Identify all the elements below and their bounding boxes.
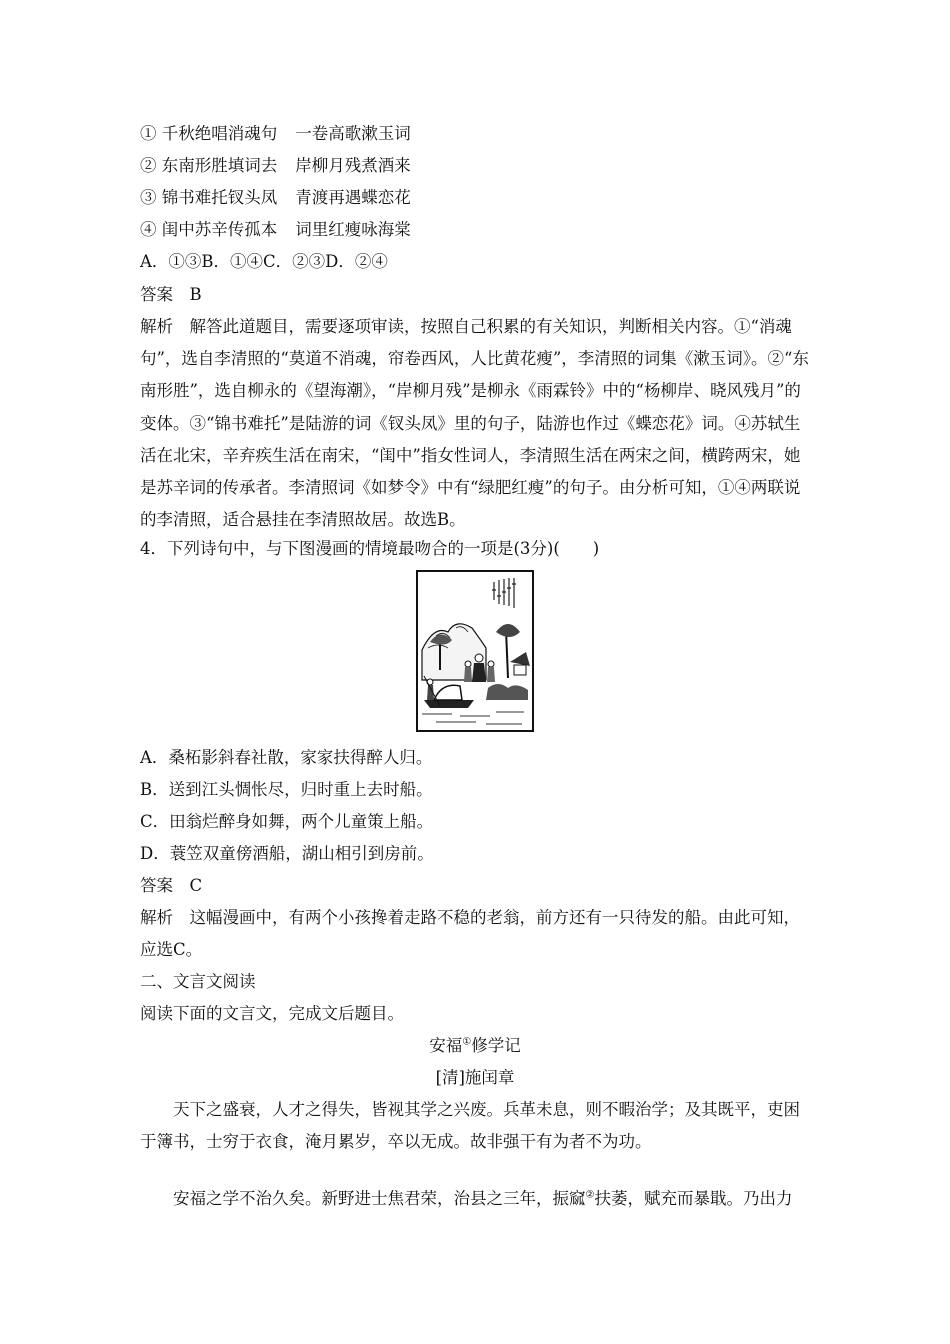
- essay-paragraph-2: [140, 1183, 814, 1215]
- choice-q4-a: A．桑柘影斜春社散，家家扶得醉人归。: [140, 748, 433, 767]
- option-line-4: [140, 214, 814, 246]
- choice-q4-c: C．田翁烂醉身如舞，两个儿童策上船。: [140, 812, 434, 831]
- option-2-second: 岸柳月残煮酒来: [295, 156, 411, 175]
- option-2-first: ② 东南形胜填词去: [140, 156, 278, 175]
- choice-q4-d: D．蓑笠双童傍酒船，湖山相引到房前。: [140, 844, 434, 863]
- option-3-second: 青渡再遇蝶恋花: [295, 188, 411, 207]
- cartoon-illustration: [416, 570, 534, 732]
- option-line-1: [140, 118, 814, 150]
- essay-title-post: 修学记: [471, 1036, 521, 1055]
- essay-paragraph-2-post: 扶萎，赋充而暴戢。乃出力: [594, 1189, 793, 1208]
- option-4-second: 词里红瘦咏海棠: [295, 220, 411, 239]
- choice-q4-b: B．送到江头惆怅尽，归时重上去时船。: [140, 780, 433, 799]
- section-title: 二、文言文阅读: [140, 972, 256, 991]
- question-q4: 4．下列诗句中，与下图漫画的情境最吻合的一项是(3分)( ): [140, 539, 600, 558]
- option-1-first: ① 千秋绝唱消魂句: [140, 124, 278, 143]
- analysis-q3: 解析 解答此道题目，需要逐项审读，按照自己积累的有关知识，判断相关内容。①“消魂句”，选自李清照的“莫道不消魂，帘卷西风，人比黄花瘦”，李清照的词集《漱玉词》。②“东南形胜”，选自柳永的《望海潮》，“岸柳月残”是柳永《雨霖铃》中的“杨柳岸、晓风残月”的变体。③“锦书难托”是陆游的词《钗头凤》里的句子，陆游也作过《蝶恋花》词。④苏轼生活在北宋，辛弃疾生活在南宋，“闺中”指女性词人，李清照生活在两宋之间，横跨两宋，她是苏辛词的传承者。李清照词《如梦令》中有“绿肥红瘦”的句子。由分析可知，①④两联说的李清照，适合悬挂在李清照故居。故选B。: [140, 317, 809, 530]
- option-3-first: ③ 锦书难托钗头凤: [140, 188, 278, 207]
- instruction: 阅读下面的文言文，完成文后题目。: [140, 1004, 404, 1023]
- essay-title-pre: 安福: [429, 1036, 463, 1055]
- option-1-second: 一卷高歌漱玉词: [295, 124, 411, 143]
- analysis-q4: 解析 这幅漫画中，有两个小孩搀着走路不稳的老翁，前方还有一只待发的船。由此可知，应选C。: [140, 908, 800, 960]
- option-line-2: [140, 150, 814, 182]
- essay-author: [清]施闰章: [435, 1068, 515, 1087]
- answer-q4: 答案 C: [140, 876, 203, 895]
- option-line-3: [140, 182, 814, 214]
- footnote-mark-1: ①: [462, 1036, 472, 1048]
- essay-title: [0, 1030, 950, 1062]
- answer-q3: 答案 B: [140, 285, 202, 304]
- option-4-first: ④ 闺中苏辛传孤本: [140, 220, 278, 239]
- footnote-mark-2: ②: [585, 1189, 595, 1201]
- essay-paragraph-1: 天下之盛衰，人才之得失，皆视其学之兴废。兵革未息，则不暇治学；及其既平，吏困于簿书，士穷于衣食，淹月累岁，卒以无成。故非强干有为者不为功。: [140, 1100, 800, 1152]
- essay-paragraph-2-pre: 安福之学不治久矣。新野进士焦君荣，治县之三年，振窳: [173, 1189, 586, 1208]
- choices-q3: A．①③B．①④C．②③D．②④: [140, 252, 388, 271]
